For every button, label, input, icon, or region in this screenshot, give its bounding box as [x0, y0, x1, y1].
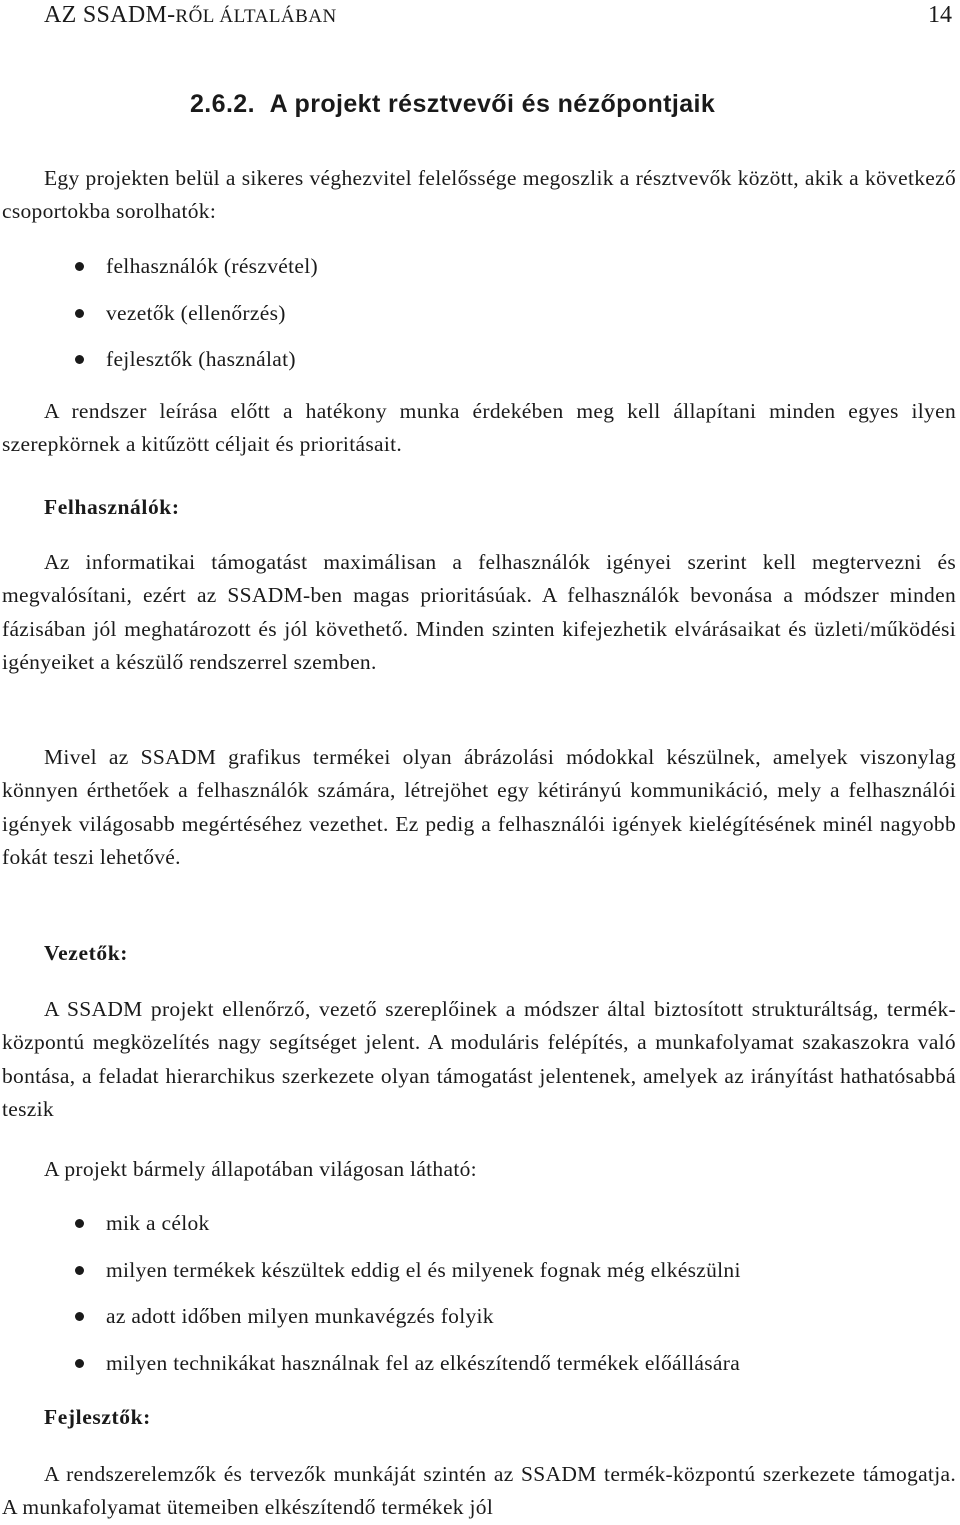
running-header-title	[44, 0, 337, 32]
bullet-icon	[75, 1219, 84, 1228]
list-item: az adott időben milyen munkavégzés folyik	[0, 1293, 950, 1340]
bullet-icon	[75, 1312, 84, 1321]
section-number: 2.6.2.	[190, 90, 255, 118]
managers-paragraph-1: A SSADM projekt ellenőrző, vezető szereplőinek a módszer által biztosított strukturáltság, termék-központú megközelítés nagy segítséget jelent. A moduláris felépítés, a munkafolyamat szakaszokra való bontása, a feladat hierarchikus szerkezete olyan támogatást jelentenek, amelyek az irányítást hathatósabbá teszik	[2, 997, 956, 1122]
list-item: milyen technikákat használnak fel az elkészítendő termékek előállására	[0, 1340, 950, 1387]
page-number: 14	[928, 2, 952, 28]
header-title-suffix: RŐL ÁLTALÁBAN	[175, 6, 337, 27]
managers-heading: Vezetők:	[44, 941, 129, 965]
managers-paragraph-2: A projekt bármely állapotában világosan látható:	[44, 1157, 477, 1181]
list-item: felhasználók (részvétel)	[0, 243, 950, 290]
developers-paragraph-1: A rendszerelemzők és tervezők munkáját szintén az SSADM termék-központú szerkezete támogatja. A munkafolyamat ütemeiben elkészítendő termékek jól	[2, 1462, 956, 1520]
list-item: fejlesztők (használat)	[0, 336, 950, 383]
header-title-prefix: AZ SSADM-	[44, 2, 176, 28]
participant-groups-list	[0, 243, 950, 383]
bullet-icon	[75, 355, 84, 364]
users-heading: Felhasználók:	[44, 495, 180, 519]
project-visibility-list	[0, 1200, 950, 1386]
bullet-icon	[75, 309, 84, 318]
list-item: mik a célok	[0, 1200, 950, 1247]
bullet-icon	[75, 262, 84, 271]
users-paragraph-2: Mivel az SSADM grafikus termékei olyan ábrázolási módokkal készülnek, amelyek viszonylag könnyen érthetőek a felhasználók számára, létrejöhet egy kétirányú kommunikáció, mely a felhasználói igények világosabb megértéséhez vezethet. Ez pedig a felhasználói igények kielégítésének minél nagyobb fokát teszi lehetővé.	[2, 745, 956, 870]
users-paragraph-1: Az informatikai támogatást maximálisan a felhasználók igényei szerint kell megtervezni és megvalósítani, ezért az SSADM-ben magas prioritásúak. A felhasználók bevonása a módszer minden fázisában jól meghatározott és jól követhető. Minden szinten kifejezhetik elvárásaikat és üzleti/működési igényeiket a készülő rendszerrel szemben.	[2, 550, 956, 675]
roles-paragraph: A rendszer leírása előtt a hatékony munka érdekében meg kell állapítani minden egyes ilyen szerepkörnek a kitűzött céljait és prioritásait.	[2, 399, 956, 457]
section-title: A projekt résztvevői és nézőpontjaik	[269, 90, 716, 118]
section-heading	[190, 88, 715, 120]
bullet-icon	[75, 1359, 84, 1368]
bullet-icon	[75, 1266, 84, 1275]
list-item: vezetők (ellenőrzés)	[0, 290, 950, 337]
developers-heading: Fejlesztők:	[44, 1405, 151, 1429]
intro-paragraph: Egy projekten belül a sikeres véghezvitel felelőssége megoszlik a résztvevők között, akik a következő csoportokba sorolhatók:	[2, 166, 956, 224]
list-item: milyen termékek készültek eddig el és milyenek fognak még elkészülni	[0, 1247, 950, 1294]
